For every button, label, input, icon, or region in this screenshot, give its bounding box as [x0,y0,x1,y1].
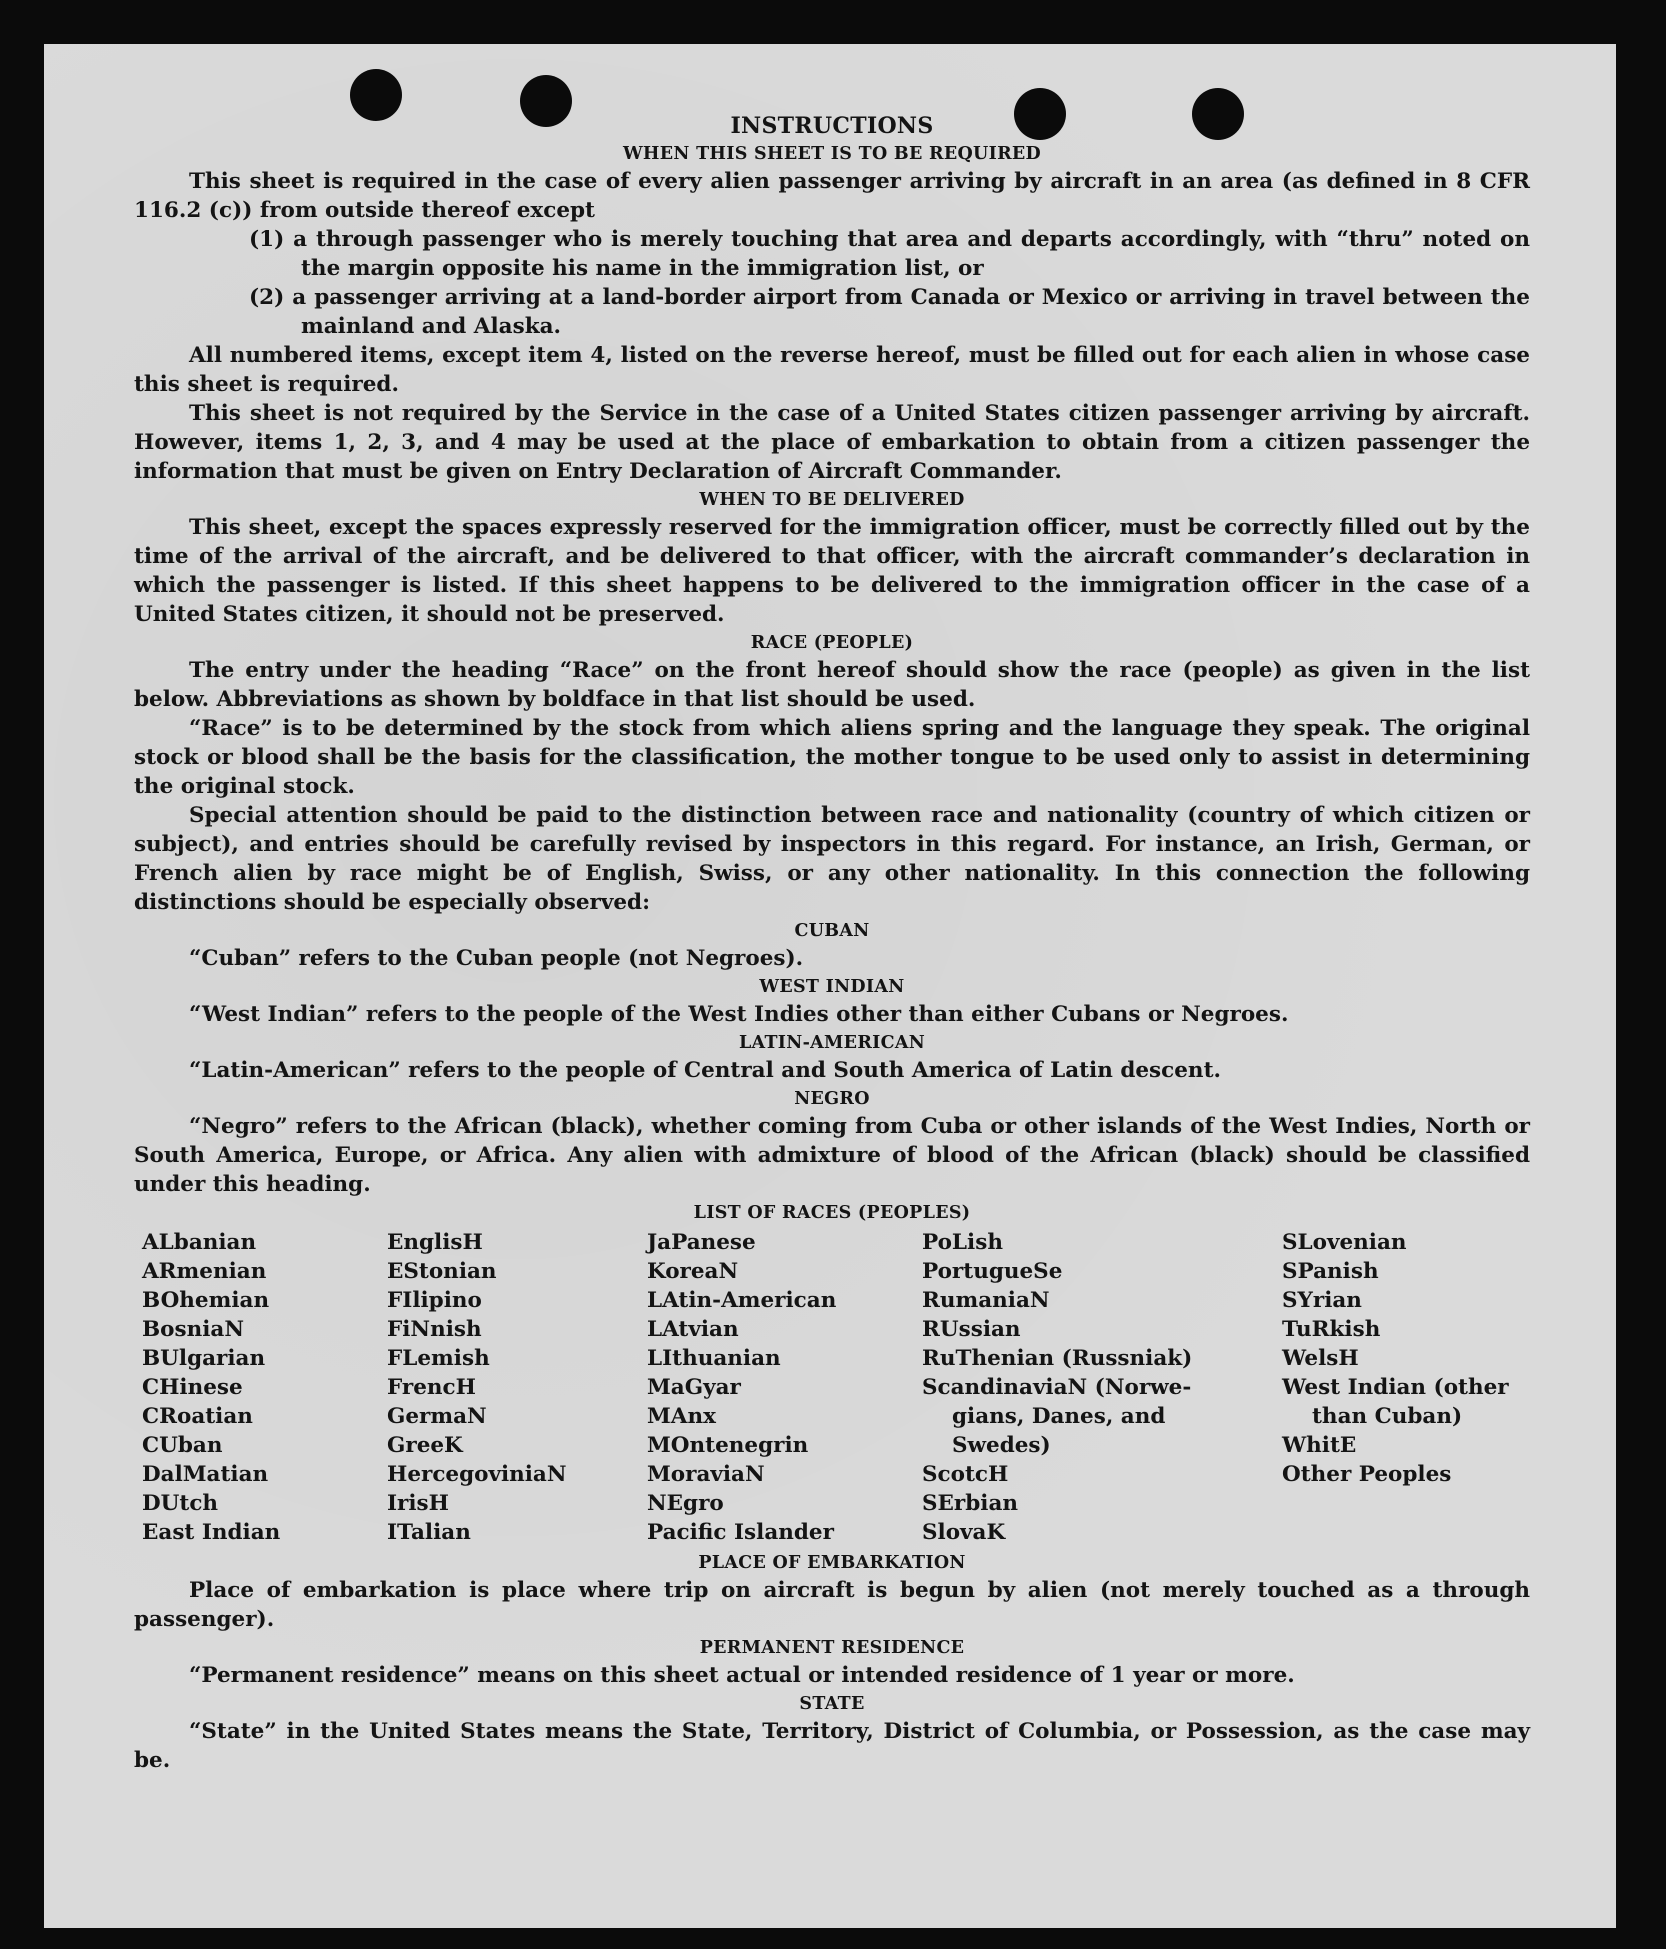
race-entry: ALbanian [142,1230,257,1255]
race-entry: FLemish [387,1346,490,1371]
section-heading: STATE [799,1694,865,1714]
list-item: (1) a through passenger who is merely touching that area and departs accordingly, with “thru” noted on the margin opposite his name in the immigration list, or [249,227,1530,281]
race-entry: NEgro [647,1491,724,1516]
paragraph: This sheet, except the spaces expressly reserved for the immigration officer, must be correctly filled out by the time of the arrival of the aircraft, and be delivered to that officer, with the aircraft commander’s declaration in which the passenger is listed. If this sheet happens to be delivered to the immigration officer in the case of a United States citizen, it should not be preserved. [134,515,1530,627]
section-heading: PERMANENT RESIDENCE [699,1638,965,1658]
race-entry: DalMatian [142,1462,269,1487]
page-title: INSTRUCTIONS [730,113,934,139]
race-entry: RUssian [922,1317,1021,1342]
race-entry: gians, Danes, and [952,1404,1166,1429]
race-entry: SErbian [922,1491,1019,1516]
race-entry: IrisH [387,1491,449,1516]
section-heading: PLACE OF EMBARKATION [698,1553,966,1573]
race-entry: WhitE [1282,1433,1357,1458]
section-heading: LATIN-AMERICAN [738,1033,926,1053]
paragraph: “Permanent residence” means on this sheet actual or intended residence of 1 year or more. [189,1663,1295,1688]
race-entry: DUtch [142,1491,219,1516]
races-column [387,1228,647,1547]
race-entry: PortugueSe [922,1259,1063,1284]
section-heading: LIST OF RACES (PEOPLES) [693,1203,971,1223]
races-column [142,1228,387,1547]
race-entry: LAtvian [647,1317,739,1342]
section-heading: CUBAN [794,921,870,941]
races-list [142,1228,1530,1547]
race-entry: KoreaN [647,1259,739,1284]
paragraph: Place of embarkation is place where trip on aircraft is begun by alien (not merely touched as a through passenger). [134,1578,1530,1632]
race-entry: ITalian [387,1520,471,1545]
race-entry: ScandinaviaN (Norwe- [922,1375,1192,1400]
race-entry: FIlipino [387,1288,482,1313]
paragraph: Special attention should be paid to the distinction between race and nationality (country of which citizen or subject), and entries should be carefully revised by inspectors in this regard. For instance, an Irish, German, or French alien by race might be of English, Swiss, or any other nationality. In this connection the following distinctions should be especially observed: [134,803,1530,915]
race-entry: HercegoviniaN [387,1462,567,1487]
race-entry: Swedes) [952,1433,1051,1458]
race-entry: SlovaK [922,1520,1006,1545]
paragraph: “Negro” refers to the African (black), whether coming from Cuba or other islands of the West Indies, North or South America, Europe, or Africa. Any alien with admixture of blood of the African (black) should be classified under this heading. [134,1114,1530,1197]
race-entry: CRoatian [142,1404,253,1429]
race-entry: RuThenian (Russniak) [922,1346,1193,1371]
race-entry: than Cuban) [1312,1404,1463,1429]
race-entry: ARmenian [142,1259,267,1284]
paragraph: This sheet is not required by the Service in the case of a United States citizen passenger arriving by aircraft. However, items 1, 2, 3, and 4 may be used at the place of embarkation to obtain from a citizen passenger the information that must be given on Entry Declaration of Aircraft Commander. [134,401,1530,484]
race-entry: WelsH [1282,1346,1359,1371]
paragraph: “Latin-American” refers to the people of Central and South America of Latin descent. [189,1058,1221,1083]
race-entry: CHinese [142,1375,243,1400]
section-heading: NEGRO [794,1089,870,1109]
race-entry: MOntenegrin [647,1433,809,1458]
race-entry: CUban [142,1433,223,1458]
race-entry: MoraviaN [647,1462,765,1487]
race-entry: BUlgarian [142,1346,266,1371]
race-entry: ScotcH [922,1462,1009,1487]
race-entry: SYrian [1282,1288,1362,1313]
race-entry: EnglisH [387,1230,483,1255]
section-heading: WHEN TO BE DELIVERED [699,490,965,510]
races-column [1282,1228,1538,1547]
race-entry: SPanish [1282,1259,1379,1284]
instructions-page [134,112,1530,1775]
paragraph: “Race” is to be determined by the stock from which aliens spring and the language they speak. The original stock or blood shall be the basis for the classification, the mother tongue to be used only to assist in determining the original stock. [134,716,1530,799]
race-entry: PoLish [922,1230,1003,1255]
race-entry: SLovenian [1282,1230,1407,1255]
races-column [922,1228,1282,1547]
race-entry: East Indian [142,1520,281,1545]
race-entry: TuRkish [1282,1317,1381,1342]
race-entry: LIthuanian [647,1346,781,1371]
paragraph: “State” in the United States means the State, Territory, District of Columbia, or Possession, as the case may be. [134,1719,1530,1773]
section-heading: RACE (PEOPLE) [750,633,914,653]
races-column [647,1228,922,1547]
race-entry: GreeK [387,1433,463,1458]
race-entry: MAnx [647,1404,716,1429]
race-entry: West Indian (other [1282,1375,1509,1400]
race-entry: JaPanese [647,1230,756,1255]
section-heading: WEST INDIAN [759,977,905,997]
race-entry: Other Peoples [1282,1462,1452,1487]
race-entry: MaGyar [647,1375,741,1400]
paragraph: All numbered items, except item 4, listed on the reverse hereof, must be filled out for each alien in whose case this sheet is required. [134,343,1530,397]
race-entry: FiNnish [387,1317,482,1342]
race-entry: GermaN [387,1404,487,1429]
race-entry: BosniaN [142,1317,244,1342]
race-entry: LAtin-American [647,1288,837,1313]
paragraph: “Cuban” refers to the Cuban people (not Negroes). [189,946,804,971]
paragraph: This sheet is required in the case of every alien passenger arriving by aircraft in an area (as defined in 8 CFR 116.2 (c)) from outside thereof except [134,169,1530,223]
section-heading: WHEN THIS SHEET IS TO BE REQUIRED [622,144,1042,164]
race-entry: FrencH [387,1375,476,1400]
paragraph: “West Indian” refers to the people of the West Indies other than either Cubans or Negroes. [189,1002,1289,1027]
paragraph: The entry under the heading “Race” on the front hereof should show the race (people) as given in the list below. Abbreviations as shown by boldface in that list should be used. [134,658,1530,712]
race-entry: EStonian [387,1259,497,1284]
race-entry: RumaniaN [922,1288,1050,1313]
list-item: (2) a passenger arriving at a land-border airport from Canada or Mexico or arriving in travel between the mainland and Alaska. [249,285,1530,339]
race-entry: BOhemian [142,1288,270,1313]
race-entry: Pacific Islander [647,1520,834,1545]
